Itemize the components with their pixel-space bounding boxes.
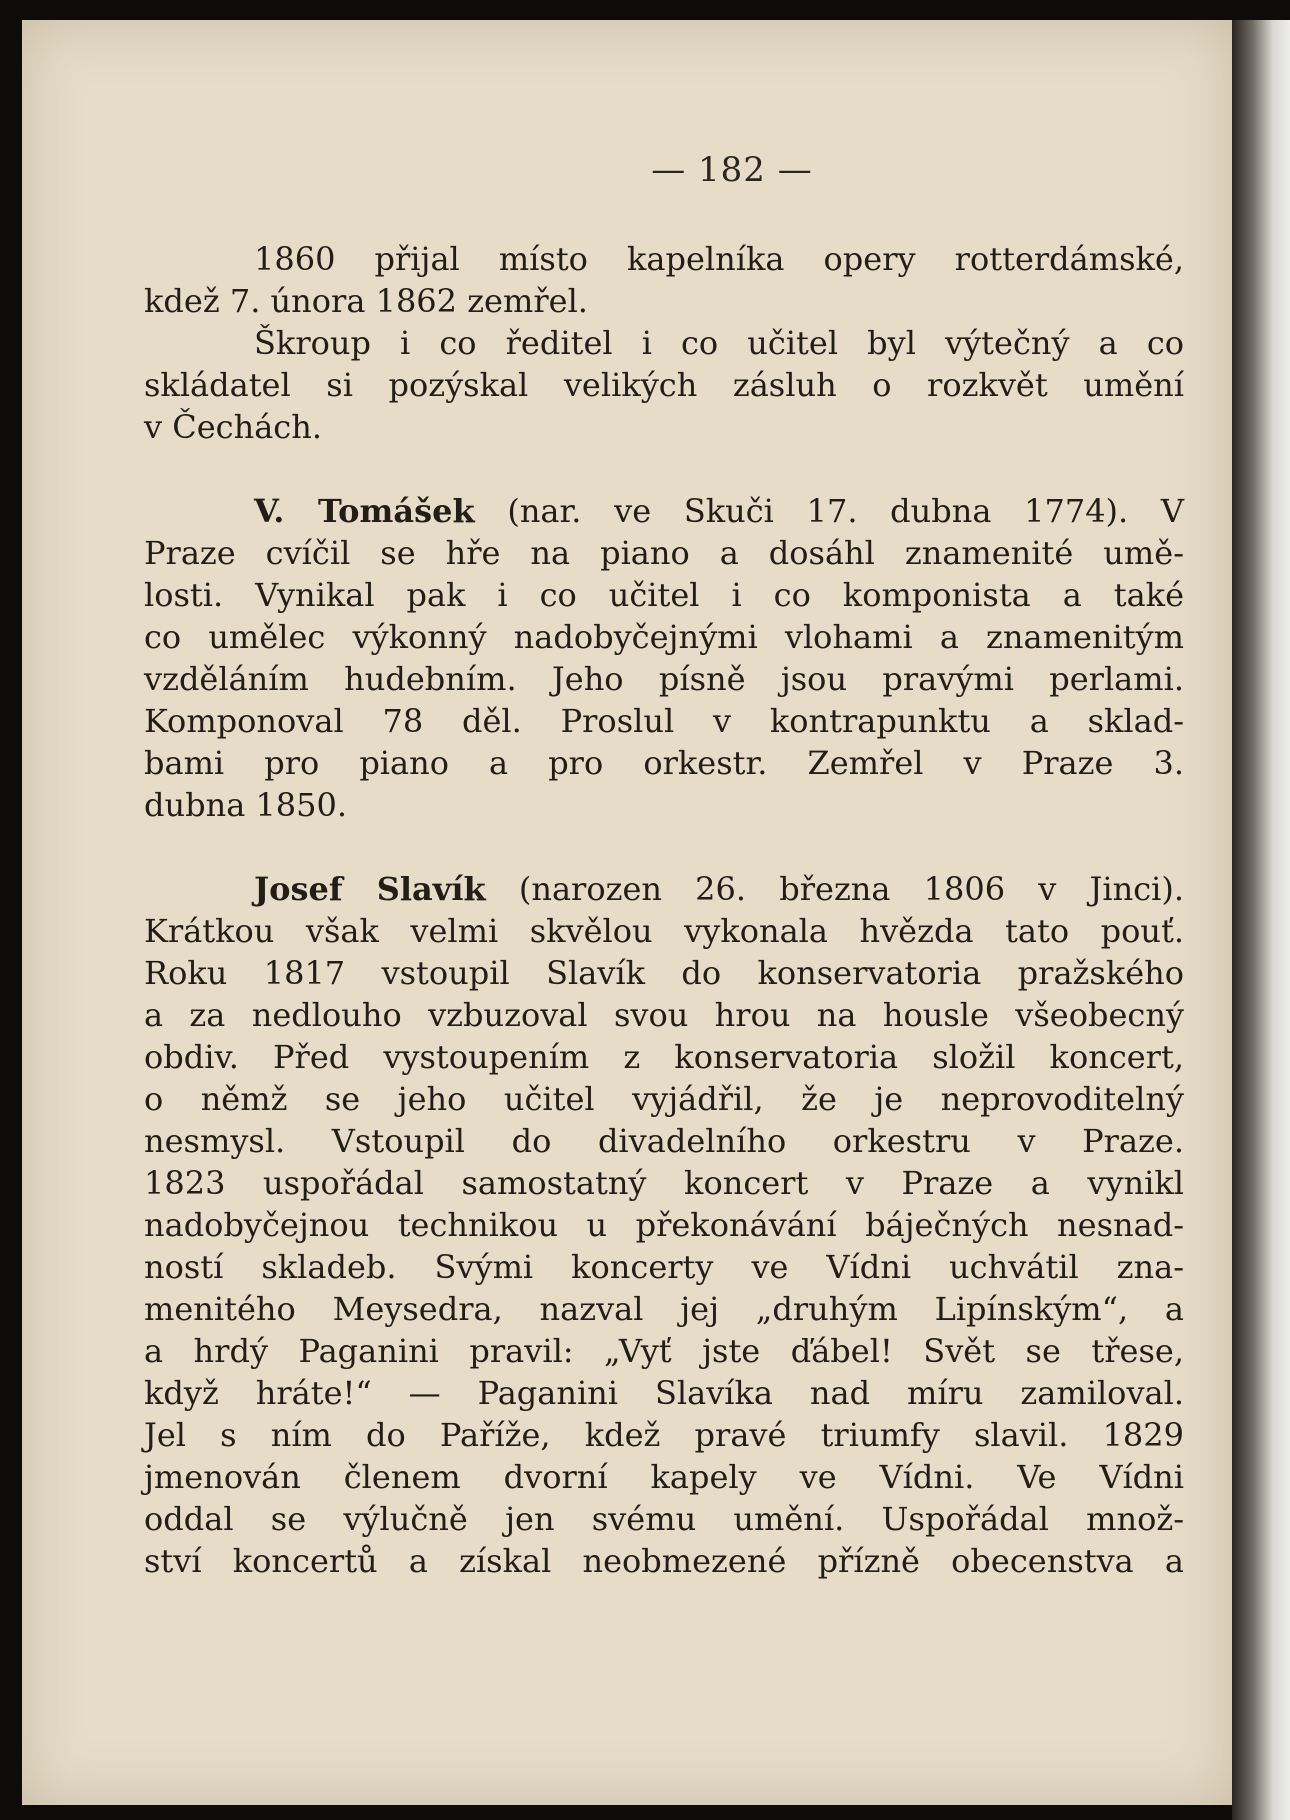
text-line: o němž se jeho učitel vyjádřil, že je neprovoditelný (144, 1080, 1184, 1118)
text-line: 1860 přijal místo kapelníka opery rotterdámské, (254, 240, 1184, 278)
text-line: v Čechách. (144, 408, 322, 446)
text-line: skládatel si pozýskal velikých zásluh o rozkvět umění (144, 366, 1184, 404)
text-line: Praze cvíčil se hře na piano a dosáhl znamenité umě- (144, 534, 1184, 572)
paragraph-tomasek (144, 490, 1184, 826)
paragraph-skroup-summary (144, 322, 1184, 448)
page-number: — 182 — (651, 150, 813, 190)
text-line: a hrdý Paganini pravil: „Vyť jste ďábel! Svět se třese, (144, 1332, 1184, 1370)
text-line: a za nedlouho vzbuzoval svou hrou na housle všeobecný (144, 996, 1184, 1034)
person-name-slavik: Josef Slavík (254, 870, 486, 908)
paragraph-skroup-end (144, 238, 1184, 322)
text-line: 1823 uspořádal samostatný koncert v Praze a vynikl (144, 1164, 1184, 1202)
text-line: Roku 1817 vstoupil Slavík do konservatoria pražského (144, 954, 1184, 992)
text-line: dubna 1850. (144, 786, 348, 824)
next-page-edge (1232, 20, 1290, 1820)
text-line (144, 868, 1184, 910)
person-name-tomasek: V. Tomášek (254, 492, 475, 530)
text-line: oddal se výlučně jen svému umění. Uspořádal množ- (144, 1500, 1184, 1538)
text-line: vzděláním hudebním. Jeho písně jsou pravými perlami. (144, 660, 1184, 698)
text-line: Krátkou však velmi skvělou vykonala hvězda tato pouť. (144, 912, 1184, 950)
text-line: Komponoval 78 děl. Proslul v kontrapunktu a sklad- (144, 702, 1184, 740)
text-line: co umělec výkonný nadobyčejnými vlohami a znamenitým (144, 618, 1184, 656)
text-line: kdež 7. února 1862 zemřel. (144, 282, 588, 320)
text-line-rest: (narozen 26. března 1806 v Jinci). (485, 870, 1185, 908)
text-line: losti. Vynikal pak i co učitel i co komponista a také (144, 576, 1184, 614)
paragraph-slavik (144, 868, 1184, 1582)
text-line: menitého Meysedra, nazval jej „druhým Lipínským“, a (144, 1290, 1184, 1328)
text-line: když hráte!“ — Paganini Slavíka nad míru zamiloval. (144, 1374, 1184, 1412)
text-line: nadobyčejnou technikou u překonávání báječných nesnad- (144, 1206, 1184, 1244)
text-line-rest: (nar. ve Skuči 17. dubna 1774). V (474, 492, 1185, 530)
text-line: bami pro piano a pro orkestr. Zemřel v Praze 3. (144, 744, 1184, 782)
text-line: nesmysl. Vstoupil do divadelního orkestru v Praze. (144, 1122, 1184, 1160)
text-line: jmenován členem dvorní kapely ve Vídni. Ve Vídni (144, 1458, 1184, 1496)
text-line: ství koncertů a získal neobmezené přízně obecenstva a (144, 1542, 1184, 1580)
text-line: Jel s ním do Paříže, kdež pravé triumfy slavil. 1829 (144, 1416, 1184, 1454)
body-text (144, 238, 1184, 1582)
text-line (144, 490, 1184, 532)
text-line: obdiv. Před vystoupením z konservatoria složil koncert, (144, 1038, 1184, 1076)
text-line: ností skladeb. Svými koncerty ve Vídni uchvátil zna- (144, 1248, 1184, 1286)
text-line: Škroup i co ředitel i co učitel byl výtečný a co (254, 324, 1184, 362)
